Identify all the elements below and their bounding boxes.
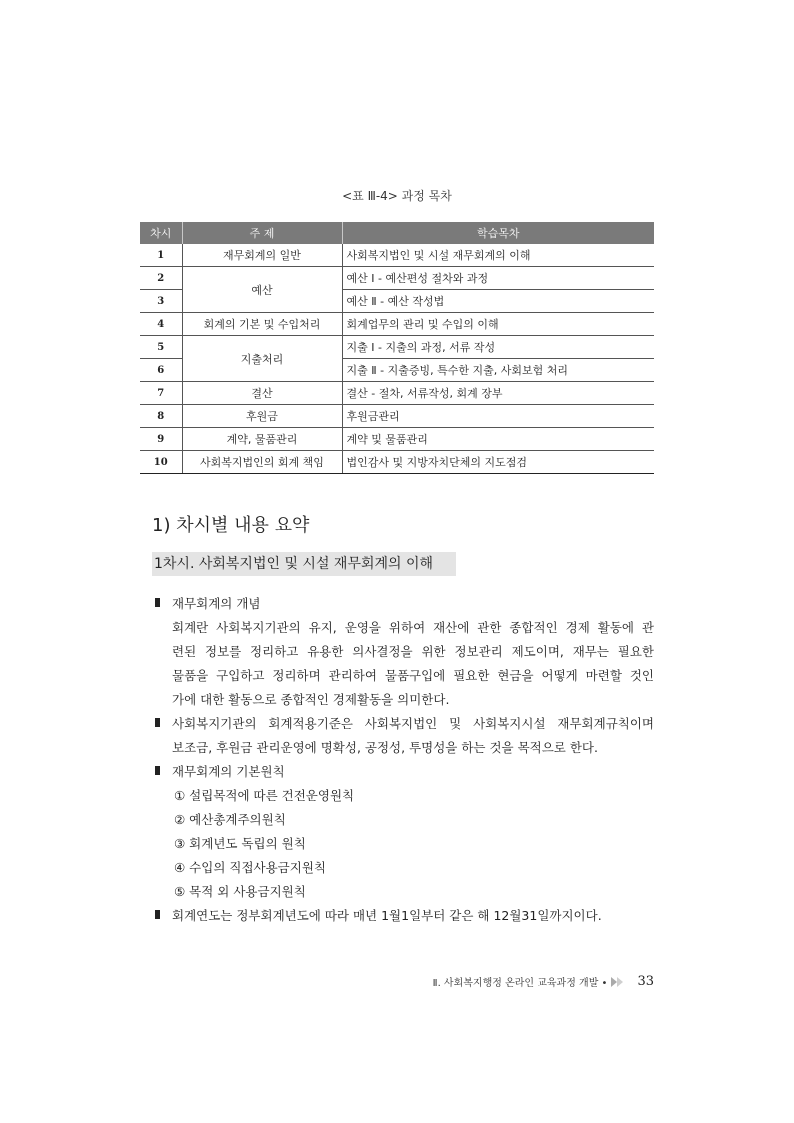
paragraph-line: 물품을 구입하고 정리하며 관리하여 물품구입에 필요한 현금을 어떻게 마련할 것인 bbox=[172, 668, 654, 683]
row-topic: 회계의 기본 및 수입처리 bbox=[182, 313, 342, 336]
principle-item: ② 예산총계주의원칙 bbox=[174, 812, 286, 827]
row-topic: 결산 bbox=[182, 382, 342, 405]
row-num: 1 bbox=[140, 244, 182, 267]
row-topic: 예산 bbox=[182, 267, 342, 313]
paragraph-line: 회계란 사회복지기관의 유지, 운영을 위하여 재산에 관한 종합적인 경제 활동에 관 bbox=[172, 620, 654, 635]
header-goal: 학습목차 bbox=[342, 222, 654, 244]
square-bullet-icon bbox=[155, 598, 160, 607]
bullet-text: 회계연도는 정부회계년도에 따라 매년 1월1일부터 같은 해 12월31일까지이다. bbox=[172, 908, 602, 923]
square-bullet-icon bbox=[155, 766, 160, 775]
row-topic: 계약, 물품관리 bbox=[182, 428, 342, 451]
table-row bbox=[140, 428, 654, 451]
course-contents-table bbox=[140, 222, 654, 474]
table-row bbox=[140, 451, 654, 474]
row-num: 10 bbox=[140, 451, 182, 474]
table-header-row bbox=[140, 222, 654, 244]
row-goal: 계약 및 물품관리 bbox=[342, 428, 654, 451]
principle-item: ① 설립목적에 따른 건전운영원칙 bbox=[174, 788, 355, 803]
row-goal: 법인감사 및 지방자치단체의 지도점검 bbox=[342, 451, 654, 474]
header-session: 차시 bbox=[140, 222, 182, 244]
page-footer bbox=[433, 974, 654, 989]
table-row bbox=[140, 244, 654, 267]
row-num: 7 bbox=[140, 382, 182, 405]
principle-item: ③ 회계년도 독립의 원칙 bbox=[174, 836, 306, 851]
bullet-text: 보조금, 후원금 관리운영에 명확성, 공정성, 투명성을 하는 것을 목적으로 한다. bbox=[172, 740, 598, 755]
row-goal: 후원금관리 bbox=[342, 405, 654, 428]
subsection-title: 1차시. 사회복지법인 및 시설 재무회계의 이해 bbox=[152, 552, 456, 576]
table-row bbox=[140, 267, 654, 290]
row-goal: 지출 Ⅰ - 지출의 과정, 서류 작성 bbox=[342, 336, 654, 359]
row-num: 5 bbox=[140, 336, 182, 359]
row-goal: 예산 Ⅱ - 예산 작성법 bbox=[342, 290, 654, 313]
row-topic: 사회복지법인의 회계 책임 bbox=[182, 451, 342, 474]
table-row bbox=[140, 382, 654, 405]
section-title: 1) 차시별 내용 요약 bbox=[152, 515, 310, 536]
row-goal: 예산 Ⅰ - 예산편성 절차와 과정 bbox=[342, 267, 654, 290]
row-num: 6 bbox=[140, 359, 182, 382]
principle-item: ⑤ 목적 외 사용금지원칙 bbox=[174, 884, 306, 899]
paragraph-line: 가에 대한 활동으로 종합적인 경제활동을 의미한다. bbox=[172, 692, 450, 707]
table-row bbox=[140, 313, 654, 336]
row-num: 3 bbox=[140, 290, 182, 313]
row-num: 8 bbox=[140, 405, 182, 428]
row-goal: 사회복지법인 및 시설 재무회계의 이해 bbox=[342, 244, 654, 267]
chevron-right-icon bbox=[611, 976, 627, 988]
table-row bbox=[140, 336, 654, 359]
principle-item: ④ 수입의 직접사용금지원칙 bbox=[174, 860, 326, 875]
square-bullet-icon bbox=[155, 910, 160, 919]
table-caption: <표 Ⅲ-4> 과정 목차 bbox=[342, 189, 452, 203]
row-num: 2 bbox=[140, 267, 182, 290]
page-number: 33 bbox=[637, 974, 654, 989]
bullet-text: 재무회계의 개념 bbox=[172, 596, 261, 611]
bullet-text: 재무회계의 기본원칙 bbox=[172, 764, 285, 779]
header-topic: 주 제 bbox=[182, 222, 342, 244]
row-topic: 지출처리 bbox=[182, 336, 342, 382]
footer-text: Ⅱ. 사회복지행정 온라인 교육과정 개발 • bbox=[432, 978, 608, 989]
row-topic: 재무회계의 일반 bbox=[182, 244, 342, 267]
table-row bbox=[140, 405, 654, 428]
row-goal: 지출 Ⅱ - 지출증빙, 특수한 지출, 사회보험 처리 bbox=[342, 359, 654, 382]
row-goal: 회계업무의 관리 및 수입의 이해 bbox=[342, 313, 654, 336]
row-num: 9 bbox=[140, 428, 182, 451]
row-goal: 결산 - 절차, 서류작성, 회계 장부 bbox=[342, 382, 654, 405]
bullet-text: 사회복지기관의 회계적용기준은 사회복지법인 및 사회복지시설 재무회계규칙이며 bbox=[172, 716, 654, 731]
row-topic: 후원금 bbox=[182, 405, 342, 428]
row-num: 4 bbox=[140, 313, 182, 336]
square-bullet-icon bbox=[155, 718, 160, 727]
paragraph-line: 련된 정보를 정리하고 유용한 의사결정을 위한 정보관리 제도이며, 재무는 필요한 bbox=[172, 644, 654, 659]
